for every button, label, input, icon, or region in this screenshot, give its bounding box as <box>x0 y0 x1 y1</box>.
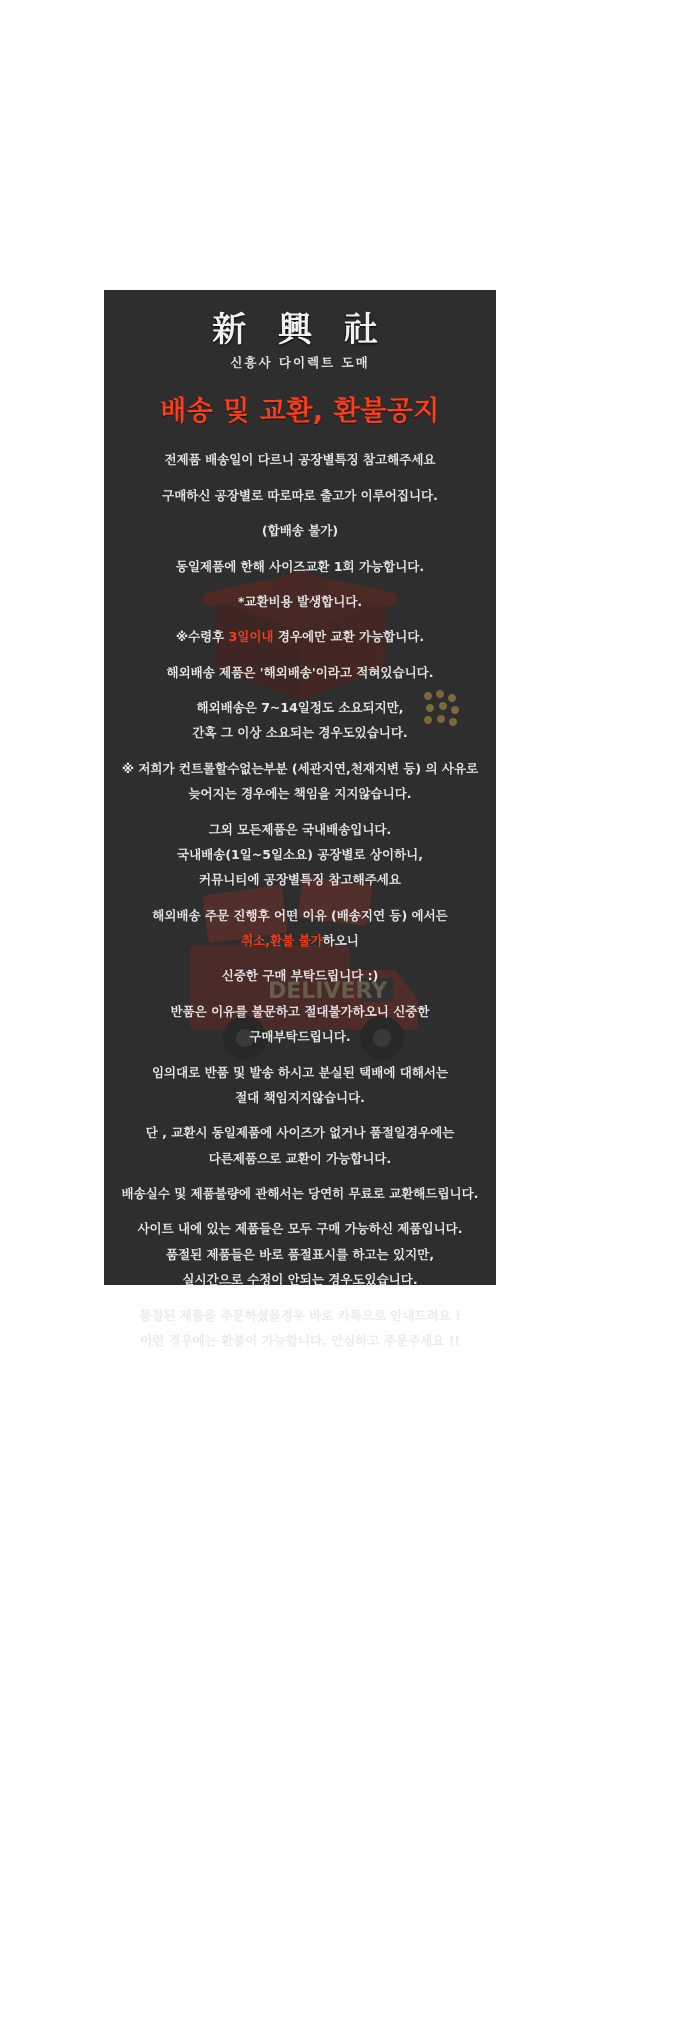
returns-line-5: 단 , 교환시 동일제품에 사이즈가 없거나 품절일경우에는 <box>145 1125 455 1141</box>
disclaimer-line-1: ※ 저희가 컨트롤할수없는부분 (세관지연,천재지변 등) 의 사유로 <box>121 760 479 776</box>
notice-line-4: 동일제품에 한해 사이즈교환 1회 가능합니다. <box>175 558 425 574</box>
exchange-3day-highlight: 3일이내 <box>228 629 274 645</box>
cancel-highlight-line <box>118 931 482 950</box>
returns-line-4: 절대 책임지지않습니다. <box>235 1089 365 1105</box>
disclaimer-line-2: 늦어지는 경우에는 책임을 지지않습니다. <box>188 786 412 802</box>
guarantee-line: 배송실수 및 제품불량에 관해서는 당연히 무료로 교환해드립니다. <box>121 1186 479 1202</box>
stock-line-3: 실시간으로 수정이 안되는 경우도있습니다. <box>182 1272 418 1288</box>
stock-line-1: 사이트 내에 있는 제품들은 모두 구매 가능하신 제품입니다. <box>137 1221 463 1237</box>
cancel-highlight-suffix: 하오니 <box>322 933 359 949</box>
cancel-highlight: 취소,환불 불가 <box>241 933 323 949</box>
overseas-line-3: 간혹 그 이상 소요되는 경우도있습니다. <box>192 725 408 741</box>
closing-line-1: 품절된 제품을 주문하셨을경우 바로 카톡으로 안내드려요 ! <box>139 1307 461 1323</box>
brand-logo-subtitle: 신흥사 다이렉트 도매 <box>230 355 370 371</box>
notice-line-3: (합배송 불가) <box>261 523 339 539</box>
returns-line-2: 구매부탁드립니다. <box>249 1029 351 1045</box>
overseas-line-2: 해외배송은 7~14일정도 소요되지만, <box>196 700 404 716</box>
returns-line-6: 다른제품으로 교환이 가능합니다. <box>208 1150 392 1166</box>
domestic-line-2: 커뮤니티에 공장별특징 참고해주세요 <box>199 872 401 888</box>
exchange-3day-prefix: ※수령후 <box>175 629 229 645</box>
cancel-line-1: 해외배송 주문 진행후 어떤 이유 (배송지연 등) 에서든 <box>152 907 448 923</box>
page-title: 배송 및 교환, 환불공지 <box>160 396 440 428</box>
shipping-notice-banner <box>104 290 496 1348</box>
stock-line-2: 품절된 제품들은 바로 품절표시를 하고는 있지만, <box>165 1246 434 1262</box>
cancel-line-2: 신중한 구매 부탁드립니다 :) <box>221 968 379 984</box>
notice-content <box>104 290 496 1386</box>
notice-line-5: *교환비용 발생합니다. <box>237 593 363 609</box>
closing-line-2: 이런 경우에는 환불이 가능합니다. 안심하고 주문주세요 !! <box>140 1332 460 1348</box>
exchange-3day-notice <box>118 627 482 646</box>
notice-line-2: 구매하신 공장별로 따로따로 출고가 이루어집니다. <box>162 487 438 503</box>
domestic-line-1: 국내배송(1일~5일소요) 공장별로 상이하니, <box>177 846 423 862</box>
domestic-highlight: 그외 모든제품은 국내배송입니다. <box>208 821 392 837</box>
returns-line-3: 임의대로 반품 및 발송 하시고 분실된 택배에 대해서는 <box>151 1064 449 1080</box>
svg-text:DELIVERY: DELIVERY <box>268 979 388 1004</box>
notice-line-1: 전제품 배송일이 다르니 공장별특징 참고해주세요 <box>164 452 436 468</box>
brand-logo-hanja: 新 興 社 <box>212 310 388 350</box>
returns-line-1: 반품은 이유를 불문하고 절대불가하오니 신중한 <box>170 1003 430 1019</box>
overseas-line-1: 해외배송 제품은 '해외배송'이라고 적혀있습니다. <box>166 664 434 680</box>
exchange-3day-suffix: 경우에만 교환 가능합니다. <box>273 629 425 645</box>
